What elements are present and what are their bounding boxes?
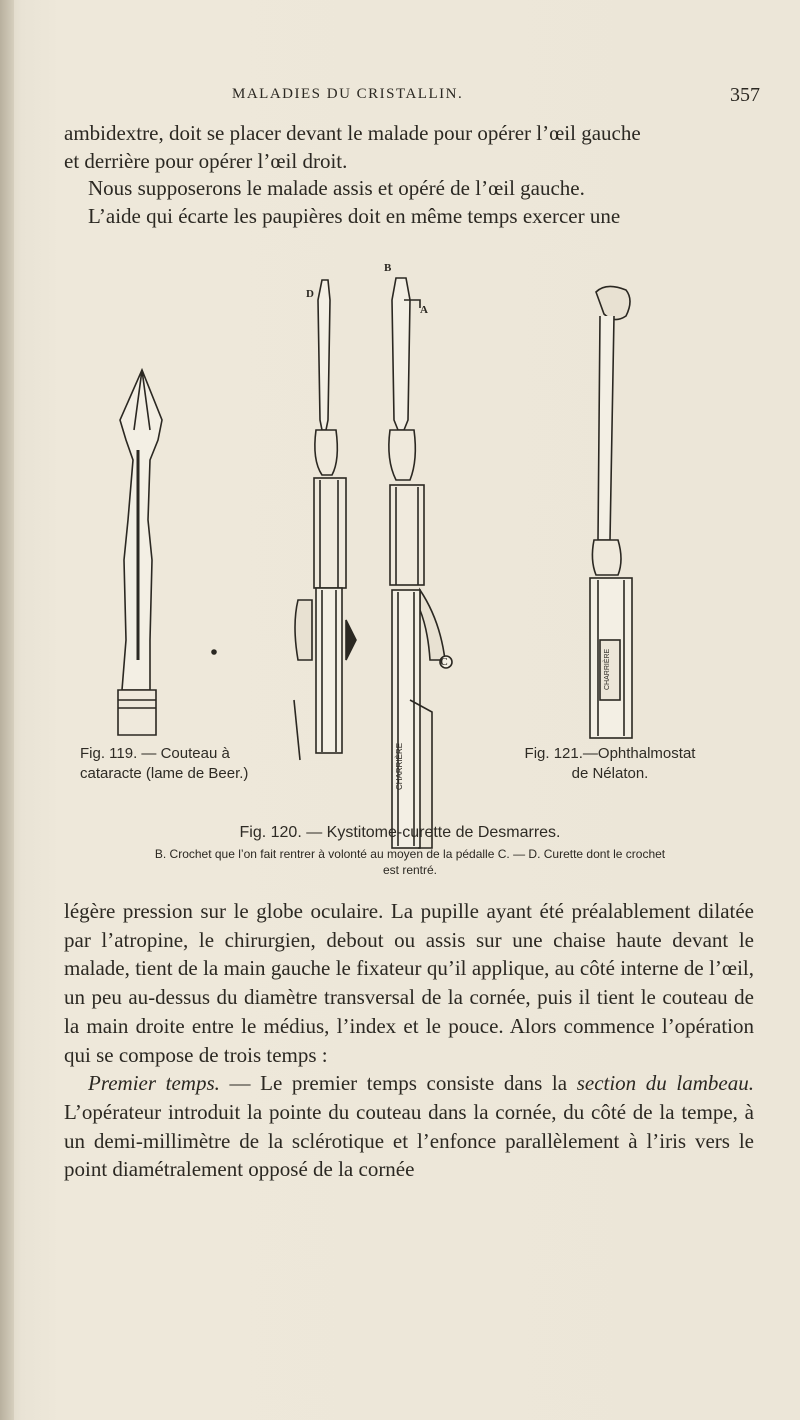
fig121-caption — [490, 744, 730, 784]
section-label: section du lambeau. — [576, 1071, 754, 1096]
caption-line: de Nélaton. — [571, 765, 649, 782]
running-head: MALADIES DU CRISTALLIN. — [232, 86, 464, 102]
label-letter-d: D — [306, 288, 314, 300]
fig119-caption — [80, 744, 280, 784]
ophthalmostat-drawing — [590, 286, 632, 738]
label-letter-b: B — [384, 262, 392, 274]
caption-line: Fig. 121.—Ophthalmostat — [524, 745, 696, 762]
label-letter-c: C — [440, 656, 448, 668]
caption-line: Fig. 119. — Couteau à — [80, 745, 230, 762]
label-letter-a: A — [420, 304, 428, 316]
cataract-knife-drawing — [118, 370, 216, 735]
maker-mark-120: CHARRIÈRE — [395, 742, 404, 790]
text-line: L’aide qui écarte les paupières doit en même temps exercer une — [88, 203, 621, 228]
caption-line: cataracte (lame de Beer.) — [80, 765, 249, 782]
maker-mark-121: CHARRIÈRE — [604, 648, 611, 690]
legend-line: est rentré. — [382, 863, 438, 877]
premier-temps-label: Premier temps. — [88, 1071, 220, 1096]
body-paragraph-2b: L’opérateur introduit la pointe du couteau dans la cornée, du côté de la tempe, à un demi-millimètre de la sclérotique et l’enfonce parallèlement à l’iris vers le point diamétralement opposé de la cornée — [64, 1099, 754, 1182]
body-paragraph-1: légère pression sur le globe oculaire. La pupille ayant été préalablement dilatée par l’atropine, le chirurgien, debout ou assis sur une chaise haute devant le malade, tient de la main gauche le fixateur qu’il applique, au côté interne de l’œil, un peu au-dessus du diamètre transversal de la cornée, puis il tient le couteau de la main droite entre le médius, l’index et le pouce. Alors commence l’opération qui se compose de trois temps : — [64, 899, 754, 1067]
fig120-legend — [60, 846, 760, 878]
legend-line: B. Crochet que l’on fait rentrer à volonté au moyen de la pédalle C. — D. Curette dont le crochet — [154, 847, 666, 861]
body-paragraph-2a: — Le premier temps consiste dans la — [219, 1071, 577, 1096]
text-line: et derrière pour opérer l’œil droit. — [64, 148, 348, 173]
text-line: ambidextre, doit se placer devant le malade pour opérer l’œil gauche — [64, 121, 641, 145]
curette-drawing — [294, 280, 356, 760]
page-number: 357 — [730, 84, 760, 106]
fig120-caption: Fig. 120. — Kystitome-curette de Desmarres. — [239, 824, 561, 841]
text-line: Nous supposerons le malade assis et opéré de l’œil gauche. — [88, 176, 585, 200]
main-text — [64, 897, 754, 1184]
